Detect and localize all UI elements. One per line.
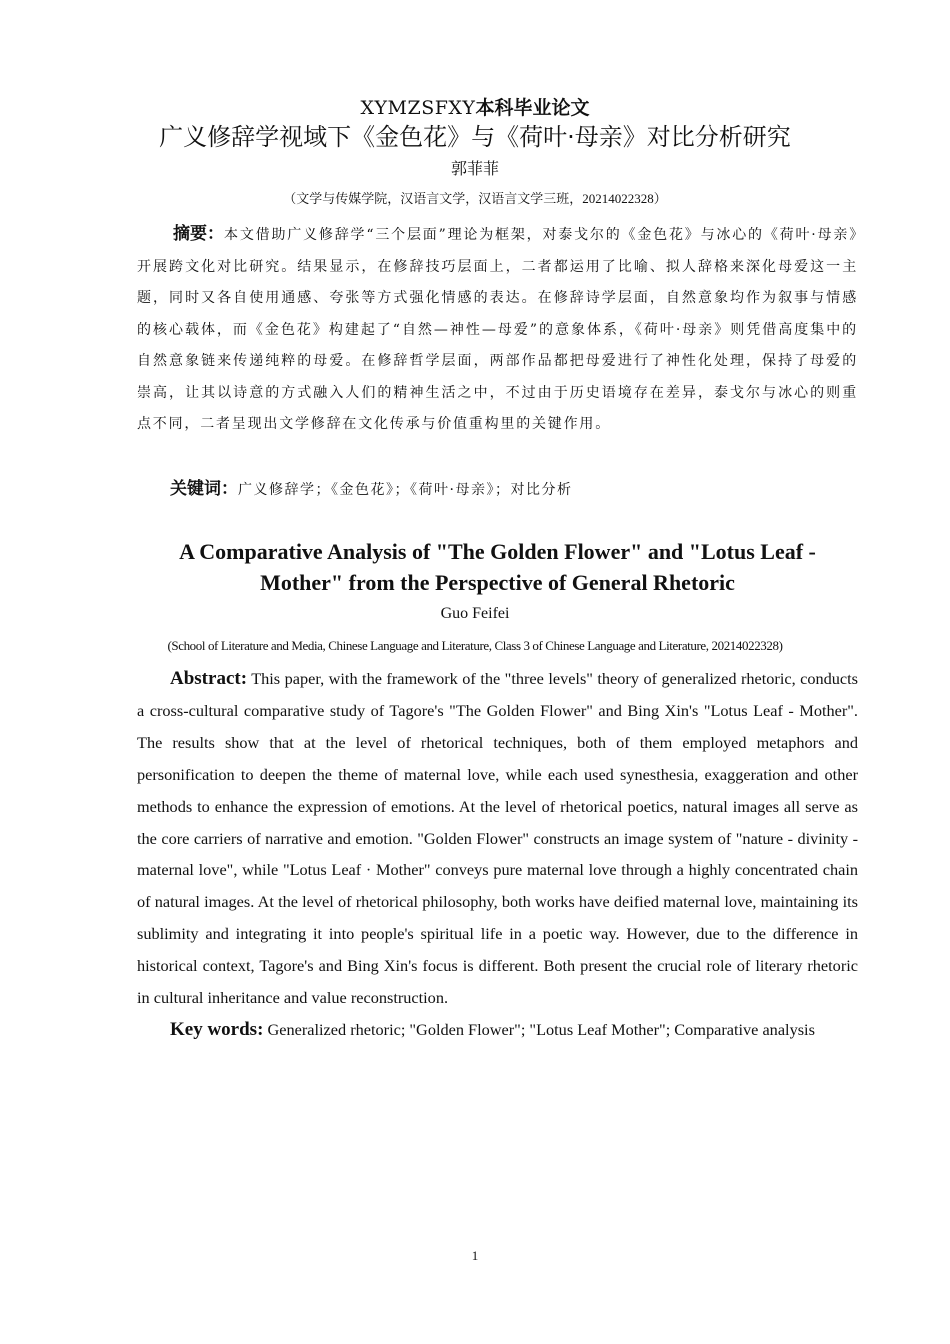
- english-keywords-text: Generalized rhetoric; "Golden Flower"; "Lotus Leaf Mother"; Comparative analysis: [267, 1020, 815, 1039]
- chinese-abstract-label: 摘要：: [173, 224, 225, 244]
- chinese-keywords: [170, 475, 870, 504]
- chinese-title: 广义修辞学视域下《金色花》与《荷叶·母亲》对比分析研究: [159, 123, 791, 151]
- chinese-keywords-text: 广义修辞学；《金色花》；《荷叶·母亲》；对比分析: [238, 482, 573, 498]
- english-title: A Comparative Analysis of "The Golden Flower" and "Lotus Leaf - Mother" from the Perspective of General Rhetoric: [179, 539, 816, 595]
- english-abstract-label: Abstract:: [170, 668, 248, 689]
- english-abstract-text: This paper, with the framework of the "three levels" theory of generalized rhetoric, conducts a cross-cultural comparative study of Tagore's "The Golden Flower" and Bing Xin's "Lotus Leaf - Mother". The results show that at the level of rhetorical techniques, both of them employed metaphors and personification to deepen the theme of maternal love, while each used synesthesia, exaggeration and other methods to enhance the expression of emotions. At the level of rhetorical poetics, natural images all serve as the core carriers of narrative and emotion. "Golden Flower" constructs an image system of "nature - divinity - maternal love", while "Lotus Leaf · Mother" conveys pure maternal love through a highly concentrated chain of natural images. At the level of rhetorical philosophy, both works have deified maternal love, maintaining its sublimity and integrating it into people's spiritual life in a poetic way. However, due to the difference in historical context, Tagore's and Bing Xin's focus is different. Both present the crucial role of literary rhetoric in cultural inheritance and value reconstruction.: [137, 669, 858, 1008]
- chinese-author: 郭菲菲: [450, 161, 499, 178]
- english-keywords-label: Key words:: [170, 1019, 264, 1040]
- school-code: XYMZSFXY: [360, 97, 476, 119]
- thesis-header: [0, 94, 950, 121]
- chinese-affiliation: （文学与传媒学院，汉语言文学，汉语言文学三班，20214022328）: [283, 191, 667, 206]
- chinese-abstract: [137, 219, 858, 441]
- thesis-type-label: 本科毕业论文: [475, 97, 590, 119]
- chinese-keywords-label: 关键词：: [170, 479, 238, 499]
- english-author: Guo Feifei: [440, 605, 510, 622]
- english-affiliation: (School of Literature and Media, Chinese Language and Literature, Class 3 of Chinese Language and Literature, 20214022328): [167, 638, 783, 653]
- english-keywords: [170, 1014, 870, 1045]
- chinese-abstract-text: 本文借助广义修辞学“三个层面”理论为框架，对泰戈尔的《金色花》与冰心的《荷叶·母亲》开展跨文化对比研究。结果显示，在修辞技巧层面上，二者都运用了比喻、拟人辞格来深化母爱这一主题，同时又各自使用通感、夸张等方式强化情感的表达。在修辞诗学层面，自然意象均作为叙事与情感的核心载体，而《金色花》构建起了“自然—神性—母爱”的意象体系，《荷叶·母亲》则凭借高度集中的自然意象链来传递纯粹的母爱。在修辞哲学层面，两部作品都把母爱进行了神性化处理，保持了母爱的崇高，让其以诗意的方式融入人们的精神生活之中，不过由于历史语境存在差异，泰戈尔与冰心的则重点不同，二者呈现出文学修辞在文化传承与价值重构里的关键作用。: [137, 227, 858, 432]
- page-number: 1: [471, 1248, 479, 1263]
- english-abstract: [137, 663, 858, 1014]
